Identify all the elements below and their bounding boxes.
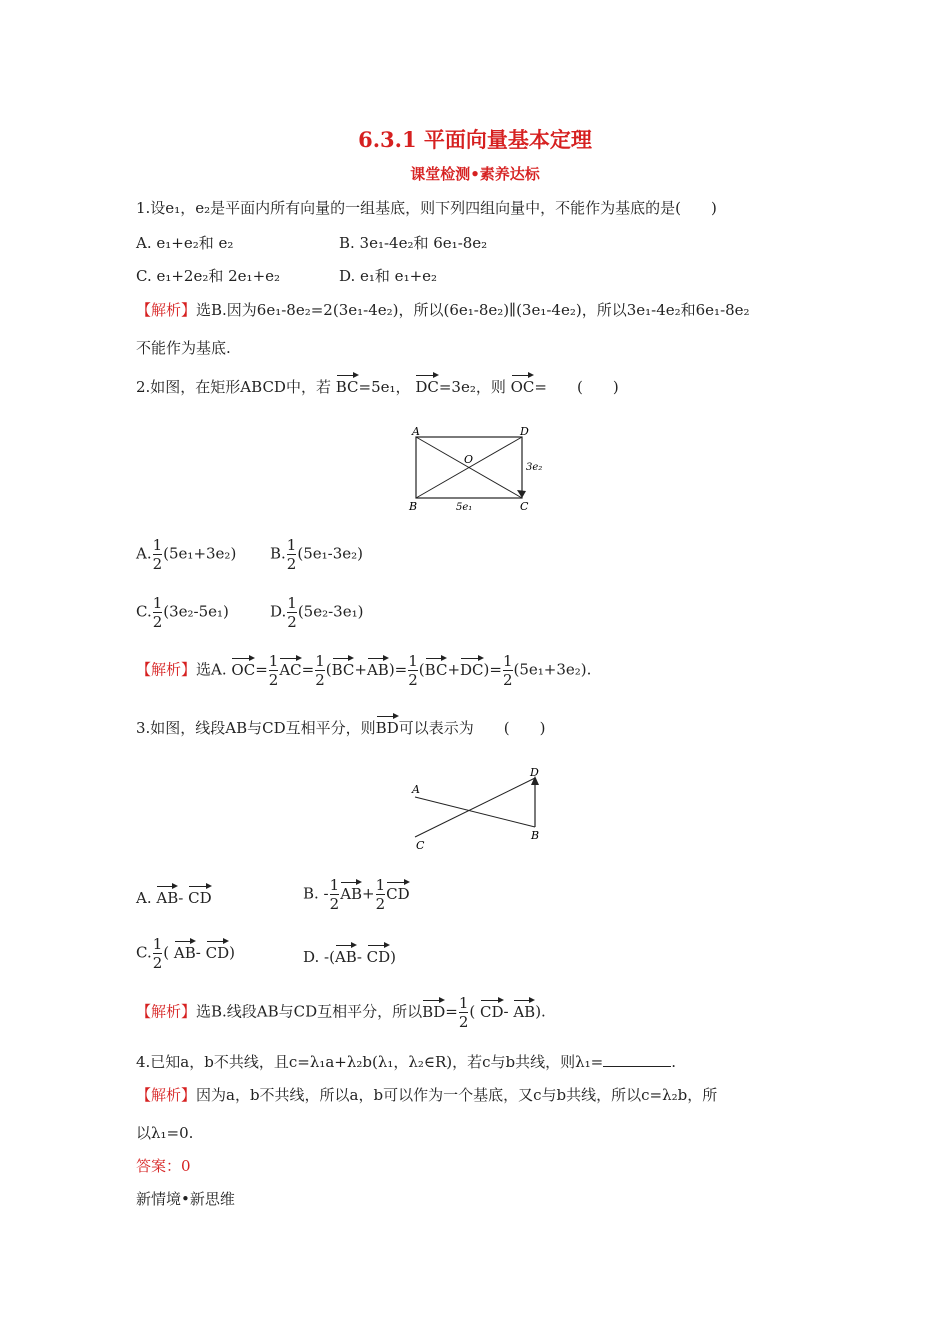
q3-option-b: B. - $\frac{1}{2}$ AB+ $\frac{1}{2}$ CD — [303, 876, 410, 913]
q4-stem-text: 4.已知a，b不共线，且c=λ₁a+λ₂b(λ₁，λ₂∈R)，若c与b共线，则λ₁= — [136, 1053, 604, 1071]
q1-stem: 1.设e₁，e₂是平面内所有向量的一组基底，则下列四组向量中，不能作为基底的是( ) — [136, 199, 717, 217]
label-d: D — [520, 425, 529, 438]
q1-analysis-text: 选B.因为6e₁-8e₂=2(3e₁-4e₂)，所以(6e₁-8e₂)∥(3e₁-4e₂)，所以3e₁-4e₂和6e₁-8e₂ — [196, 301, 750, 319]
q4-stem — [136, 1052, 676, 1072]
vector-bc: BC — [336, 374, 359, 397]
option-expr: (5e₁+3e₂) — [163, 544, 237, 563]
q2-option-c — [136, 594, 229, 631]
q3-option-d: D. -(AB- CD) — [303, 944, 396, 967]
q3-option-a: A. AB- CD — [136, 885, 212, 908]
q1-option-d: D. e₁和 e₁+e₂ — [339, 267, 438, 285]
analysis-text: 选A. — [196, 660, 227, 679]
fraction-half: $\frac{1}{2}$ — [502, 652, 513, 689]
q2-eq3: = ( ) — [534, 378, 619, 396]
analysis-tag: 【解析】 — [136, 660, 197, 679]
label-3e2: 3e₂ — [526, 462, 543, 473]
vector-bc: BC — [332, 657, 355, 680]
option-label: D. -( — [303, 948, 335, 966]
vector-ab: AB — [340, 881, 362, 904]
fraction-half: $\frac{1}{2}$ — [375, 876, 386, 913]
vector-cd: CD — [206, 940, 230, 963]
vector-ab: AB — [367, 657, 389, 680]
vector-ab: AB — [335, 944, 357, 967]
arrow-head-c — [517, 490, 526, 498]
vector-bd: BD — [422, 999, 445, 1022]
vector-cd: CD — [480, 999, 504, 1022]
vector-cd: CD — [188, 885, 212, 908]
label-b: B — [531, 829, 540, 842]
segments-figure — [400, 764, 560, 856]
fraction-half: $\frac{1}{2}$ — [152, 536, 163, 573]
q3-stem — [136, 715, 545, 738]
vector-oc: OC — [511, 374, 535, 397]
analysis-text: 因为a，b不共线，所以a，b可以作为一个基底，又c与b共线，所以c=λ₂b，所 — [196, 1086, 718, 1104]
q4-stem-end: . — [671, 1053, 676, 1071]
vector-cd: CD — [367, 944, 391, 967]
q4-answer: 答案：0 — [136, 1157, 191, 1175]
q4-analysis — [136, 1085, 717, 1105]
option-label: A. — [136, 544, 152, 563]
label-o: O — [464, 453, 474, 466]
fraction-half: $\frac{1}{2}$ — [152, 935, 163, 972]
analysis-text: 选B.线段AB与CD互相平分，所以 — [196, 1002, 423, 1021]
q2-option-d — [270, 594, 363, 631]
q1-analysis-continued: 不能作为基底. — [136, 339, 231, 357]
option-label: A. — [136, 889, 152, 907]
vector-oc: OC — [231, 657, 255, 680]
q3-prefix: 3.如图，线段AB与CD互相平分，则 — [136, 719, 376, 737]
vector-bd: BD — [376, 715, 399, 738]
option-label: D. — [270, 602, 287, 621]
q2-stem — [136, 374, 619, 397]
analysis-tag: 【解析】 — [136, 301, 197, 319]
q3-suffix: 可以表示为 ( ) — [398, 719, 546, 737]
vector-ab: AB — [174, 940, 196, 963]
q1-option-a: A. e₁+e₂和 e₂ — [136, 234, 234, 252]
analysis-result: (5e₁+3e₂). — [513, 660, 592, 679]
q2-analysis: 【解析】选A. OC= $\frac{1}{2}$ AC= $\frac{1}{2}$ (BC+AB)= $\frac{1}{2}$ (BC+DC)= $\frac{1}{2}$ (5e₁+3e₂). — [136, 652, 592, 689]
q2-prefix: 2.如图，在矩形ABCD中，若 — [136, 378, 331, 396]
page-title: 6.3.1 平面向量基本定理 — [358, 127, 592, 152]
label-c: C — [416, 839, 425, 852]
q1-analysis — [136, 300, 750, 320]
label-a: A — [412, 783, 420, 796]
option-label: C. — [136, 602, 152, 621]
vector-cd: CD — [386, 881, 410, 904]
fraction-half: $\frac{1}{2}$ — [287, 594, 297, 631]
vector-bc: BC — [425, 657, 448, 680]
label-b: B — [409, 500, 418, 513]
q2-eq2: =3e₂，则 — [438, 378, 506, 396]
fraction-half: $\frac{1}{2}$ — [286, 536, 297, 573]
q2-option-b — [270, 536, 363, 573]
rectangle-figure — [400, 422, 560, 514]
analysis-tag: 【解析】 — [136, 1086, 197, 1104]
fraction-half: $\frac{1}{2}$ — [152, 594, 163, 631]
option-expr: (5e₁-3e₂) — [297, 544, 363, 563]
q3-option-c: C. $\frac{1}{2}$ ( AB- CD) — [136, 935, 235, 972]
q4-analysis-continued: 以λ₁=0. — [136, 1124, 194, 1142]
fraction-half: $\frac{1}{2}$ — [315, 652, 325, 689]
fraction-half: $\frac{1}{2}$ — [329, 876, 340, 913]
page-subtitle: 课堂检测•素养达标 — [410, 165, 540, 183]
fraction-half: $\frac{1}{2}$ — [268, 652, 279, 689]
label-c: C — [520, 500, 529, 513]
option-expr: (5e₂-3e₁) — [297, 602, 364, 621]
label-a: A — [412, 425, 420, 438]
q2-eq1: =5e₁， — [358, 378, 411, 396]
analysis-tag: 【解析】 — [136, 1002, 197, 1021]
fraction-half: $\frac{1}{2}$ — [408, 652, 418, 689]
fraction-half: $\frac{1}{2}$ — [458, 994, 469, 1031]
q1-option-c: C. e₁+2e₂和 2e₁+e₂ — [136, 267, 281, 285]
option-label: C. — [136, 943, 152, 962]
q1-option-b: B. 3e₁-4e₂和 6e₁-8e₂ — [339, 234, 488, 252]
label-5e1: 5e₁ — [456, 502, 473, 513]
answer-blank — [603, 1052, 671, 1067]
option-label: B. - — [303, 884, 329, 903]
vector-ac: AC — [279, 657, 301, 680]
q2-option-a — [136, 536, 236, 573]
vector-dc: DC — [415, 374, 439, 397]
vector-ab: AB — [156, 885, 178, 908]
segment-cd — [415, 778, 535, 837]
segment-ab — [415, 797, 535, 827]
option-label: B. — [270, 544, 286, 563]
section-footer: 新情境•新思维 — [136, 1190, 235, 1208]
option-expr: (3e₂-5e₁) — [163, 602, 229, 621]
vector-ab: AB — [513, 999, 535, 1022]
vector-dc: DC — [460, 657, 484, 680]
q3-analysis: 【解析】选B.线段AB与CD互相平分，所以BD= $\frac{1}{2}$ ( CD- AB). — [136, 994, 546, 1031]
label-d: D — [530, 766, 539, 779]
